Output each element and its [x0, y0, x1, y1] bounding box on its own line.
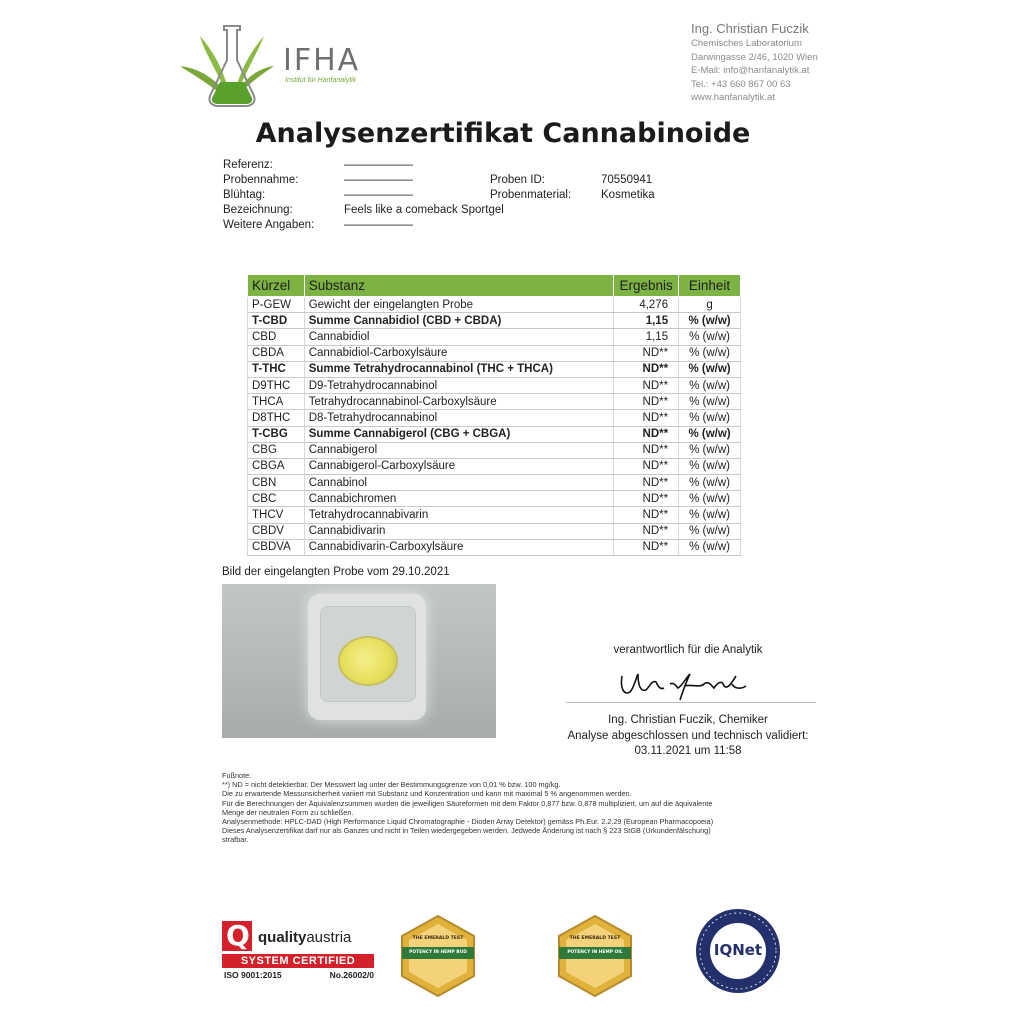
emerald-title: THE EMERALD TEST — [569, 936, 621, 941]
cell-kurzel: THCA — [248, 394, 305, 410]
cell-einheit: % (w/w) — [679, 458, 741, 474]
cell-substanz: Cannabidiol-Carboxylsäure — [304, 345, 613, 361]
cell-ergebnis: ND** — [614, 442, 679, 458]
logo-wordmark: IFHA — [283, 43, 361, 78]
validation-note: Analyse abgeschlossen und technisch validiert: — [567, 729, 809, 742]
emerald-badge-icon — [553, 914, 637, 998]
proben-id-label: Proben ID: — [490, 174, 545, 186]
bezeichnung-label: Bezeichnung: — [223, 204, 293, 216]
cell-substanz: Summe Cannabigerol (CBG + CBGA) — [304, 426, 613, 442]
iqnet-wordmark: IQNet — [713, 941, 763, 959]
weitere-angaben-label: Weitere Angaben: — [223, 219, 315, 231]
table-row — [248, 361, 741, 377]
cell-einheit: % (w/w) — [679, 345, 741, 361]
probennahme-label: Probennahme: — [223, 174, 299, 186]
cell-ergebnis: ND** — [614, 491, 679, 507]
validation-datetime: 03.11.2021 um 11:58 — [634, 745, 742, 757]
footnote-line: Die zu erwartende Messunsicherheit variiert mit Substanz und Konzentration und kann mit maximal 5 % angenommen werden. — [222, 789, 632, 799]
handwritten-signature — [616, 664, 756, 704]
probenmaterial-label: Probenmaterial: — [490, 189, 572, 201]
cell-kurzel: CBDA — [248, 345, 305, 361]
cell-kurzel: CBDVA — [248, 539, 305, 555]
photo-caption: Bild der eingelangten Probe vom 29.10.2021 — [222, 566, 450, 578]
table-row — [248, 491, 741, 507]
cell-ergebnis: ND** — [614, 523, 679, 539]
cell-ergebnis: ND** — [614, 426, 679, 442]
signer-name: Ing. Christian Fuczik, Chemiker — [608, 714, 768, 726]
cell-ergebnis: ND** — [614, 458, 679, 474]
lab-name: Ing. Christian Fuczik — [691, 21, 809, 36]
sample-photo — [222, 584, 496, 738]
emerald-subtitle: POTENCY IN HEMP BUD — [409, 950, 467, 955]
lab-phone: Tel.: +43 660 867 00 63 — [691, 78, 791, 90]
cell-ergebnis: 1,15 — [614, 329, 679, 345]
emerald-test-oil-badge — [553, 914, 637, 998]
quality-austria-badge — [222, 921, 376, 981]
cell-ergebnis: 1,15 — [614, 313, 679, 329]
table-row — [248, 377, 741, 393]
header-einheit: Einheit — [679, 275, 741, 297]
cell-einheit: % (w/w) — [679, 329, 741, 345]
emerald-test-bud-badge — [396, 914, 480, 998]
header-substanz: Substanz — [304, 275, 613, 297]
probenmaterial-value: Kosmetika — [601, 189, 655, 201]
lab-line: Chemisches Laboratorium — [691, 38, 802, 49]
quality-austria-name: qualityaustria — [258, 929, 352, 946]
cell-substanz: Cannabidiol — [304, 329, 613, 345]
footnote-line: **) ND = nicht detektierbar. Der Messwert lag unter der Bestimmungsgrenze von 0,01 % bzw. 100 mg/kg. — [222, 780, 561, 790]
cell-substanz: Tetrahydrocannabinol-Carboxylsäure — [304, 394, 613, 410]
cell-kurzel: T-THC — [248, 361, 305, 377]
cell-einheit: % (w/w) — [679, 442, 741, 458]
cell-substanz: Tetrahydrocannabivarin — [304, 507, 613, 523]
cell-einheit: % (w/w) — [679, 394, 741, 410]
cell-kurzel: T-CBD — [248, 313, 305, 329]
certificate-number: No.26002/0 — [329, 970, 374, 980]
cell-kurzel: THCV — [248, 507, 305, 523]
cell-kurzel: CBDV — [248, 523, 305, 539]
cell-einheit: % (w/w) — [679, 410, 741, 426]
bluhtag-label: Blühtag: — [223, 189, 266, 201]
referenz-value: —————— — [344, 159, 413, 171]
signer-block — [540, 713, 836, 760]
cell-kurzel: CBD — [248, 329, 305, 345]
table-row — [248, 539, 741, 555]
footnote-line: strafbar. — [222, 835, 249, 845]
cell-substanz: Summe Cannabidiol (CBD + CBDA) — [304, 313, 613, 329]
footnote-line: Dieses Analysenzertifikat darf nur als Ganzes und nicht in Teilen wiedergegeben werden. Jedwede Änderung ist nach § 223 StGB (Urkundenfälschung) — [222, 826, 711, 836]
signature-line — [566, 702, 816, 703]
table-header-row — [248, 275, 741, 297]
page-title: Analysenzertifikat Cannabinoide — [255, 118, 751, 149]
cell-kurzel: T-CBG — [248, 426, 305, 442]
logo-subtitle: Institut für Hanfanalytik — [285, 77, 357, 84]
footnote-line: Analysenmethode: HPLC-DAD (High Performance Liquid Chromatographie - Dioden Array Detektor) gemäss Ph.Eur. 2.2.29 (European Pharmacopoeia) — [222, 817, 714, 827]
cell-ergebnis: ND** — [614, 475, 679, 491]
lab-website: www.hanfanalytik.at — [691, 92, 775, 103]
cell-einheit: % (w/w) — [679, 507, 741, 523]
cell-substanz: Cannabidivarin — [304, 523, 613, 539]
lab-address — [691, 20, 818, 105]
emerald-title: THE EMERALD TEST — [412, 936, 464, 941]
cell-substanz: Cannabichromen — [304, 491, 613, 507]
cell-kurzel: P-GEW — [248, 297, 305, 313]
cell-einheit: % (w/w) — [679, 377, 741, 393]
cell-einheit: % (w/w) — [679, 426, 741, 442]
cell-ergebnis: ND** — [614, 507, 679, 523]
cell-einheit: g — [679, 297, 741, 313]
results-table — [247, 274, 741, 556]
table-row — [248, 458, 741, 474]
cell-kurzel: D8THC — [248, 410, 305, 426]
cell-substanz: Gewicht der eingelangten Probe — [304, 297, 613, 313]
cell-substanz: Summe Tetrahydrocannabinol (THC + THCA) — [304, 361, 613, 377]
cell-ergebnis: ND** — [614, 539, 679, 555]
cell-einheit: % (w/w) — [679, 361, 741, 377]
cell-substanz: Cannabigerol — [304, 442, 613, 458]
emerald-subtitle: POTENCY IN HEMP OIL — [567, 950, 623, 955]
cell-einheit: % (w/w) — [679, 539, 741, 555]
cell-ergebnis: ND** — [614, 377, 679, 393]
system-certified-bar: SYSTEM CERTIFIED — [222, 954, 374, 968]
footnote-heading: Fußnote: — [222, 771, 252, 780]
cell-ergebnis: ND** — [614, 394, 679, 410]
header-kurzel: Kürzel — [248, 275, 305, 297]
table-row — [248, 475, 741, 491]
iso-number: ISO 9001:2015 — [224, 970, 282, 980]
emerald-badge-icon — [396, 914, 480, 998]
cell-kurzel: CBG — [248, 442, 305, 458]
table-row — [248, 442, 741, 458]
quality-austria-logo: Q — [222, 921, 252, 951]
table-row — [248, 426, 741, 442]
proben-id-value: 70550941 — [601, 174, 653, 186]
cell-kurzel: CBN — [248, 475, 305, 491]
footnote-line: Menge der neutralen Form zu schließen. — [222, 807, 354, 817]
bezeichnung-value: Feels like a comeback Sportgel — [344, 204, 504, 216]
cell-ergebnis: ND** — [614, 410, 679, 426]
cell-ergebnis: 4,276 — [614, 297, 679, 313]
cell-substanz: Cannabinol — [304, 475, 613, 491]
cell-ergebnis: ND** — [614, 361, 679, 377]
iqnet-badge — [694, 907, 782, 995]
cell-einheit: % (w/w) — [679, 313, 741, 329]
cell-substanz: D8-Tetrahydrocannabinol — [304, 410, 613, 426]
footnote — [222, 771, 822, 845]
cell-kurzel: CBGA — [248, 458, 305, 474]
table-row — [248, 507, 741, 523]
cell-kurzel: CBC — [248, 491, 305, 507]
photo-gel-sample — [338, 636, 398, 686]
table-row — [248, 410, 741, 426]
cell-substanz: D9-Tetrahydrocannabinol — [304, 377, 613, 393]
table-row — [248, 394, 741, 410]
cell-ergebnis: ND** — [614, 345, 679, 361]
lab-line: Darwingasse 2/46, 1020 Wien — [691, 51, 818, 63]
responsible-caption: verantwortlich für die Analytik — [613, 644, 763, 656]
table-row — [248, 523, 741, 539]
footnote-line: Für die Berechnungen der Äquivalenzsummen wurden die jeweiligen Säureformen mit dem Faktor 0,877 bzw. 0,878 multipliziert, um auf die äquivalente — [222, 798, 713, 808]
table-row — [248, 297, 741, 313]
cell-einheit: % (w/w) — [679, 491, 741, 507]
lab-email: E-Mail: info@hanfanalytik.at — [691, 65, 810, 76]
cell-kurzel: D9THC — [248, 377, 305, 393]
cell-substanz: Cannabidivarin-Carboxylsäure — [304, 539, 613, 555]
cell-einheit: % (w/w) — [679, 475, 741, 491]
table-row — [248, 313, 741, 329]
table-row — [248, 329, 741, 345]
header-ergebnis: Ergebnis — [614, 275, 679, 297]
probennahme-value: —————— — [344, 174, 413, 186]
cell-einheit: % (w/w) — [679, 523, 741, 539]
table-row — [248, 345, 741, 361]
weitere-angaben-value: —————— — [344, 219, 413, 231]
cell-substanz: Cannabigerol-Carboxylsäure — [304, 458, 613, 474]
referenz-label: Referenz: — [223, 159, 273, 171]
bluhtag-value: —————— — [344, 189, 413, 201]
